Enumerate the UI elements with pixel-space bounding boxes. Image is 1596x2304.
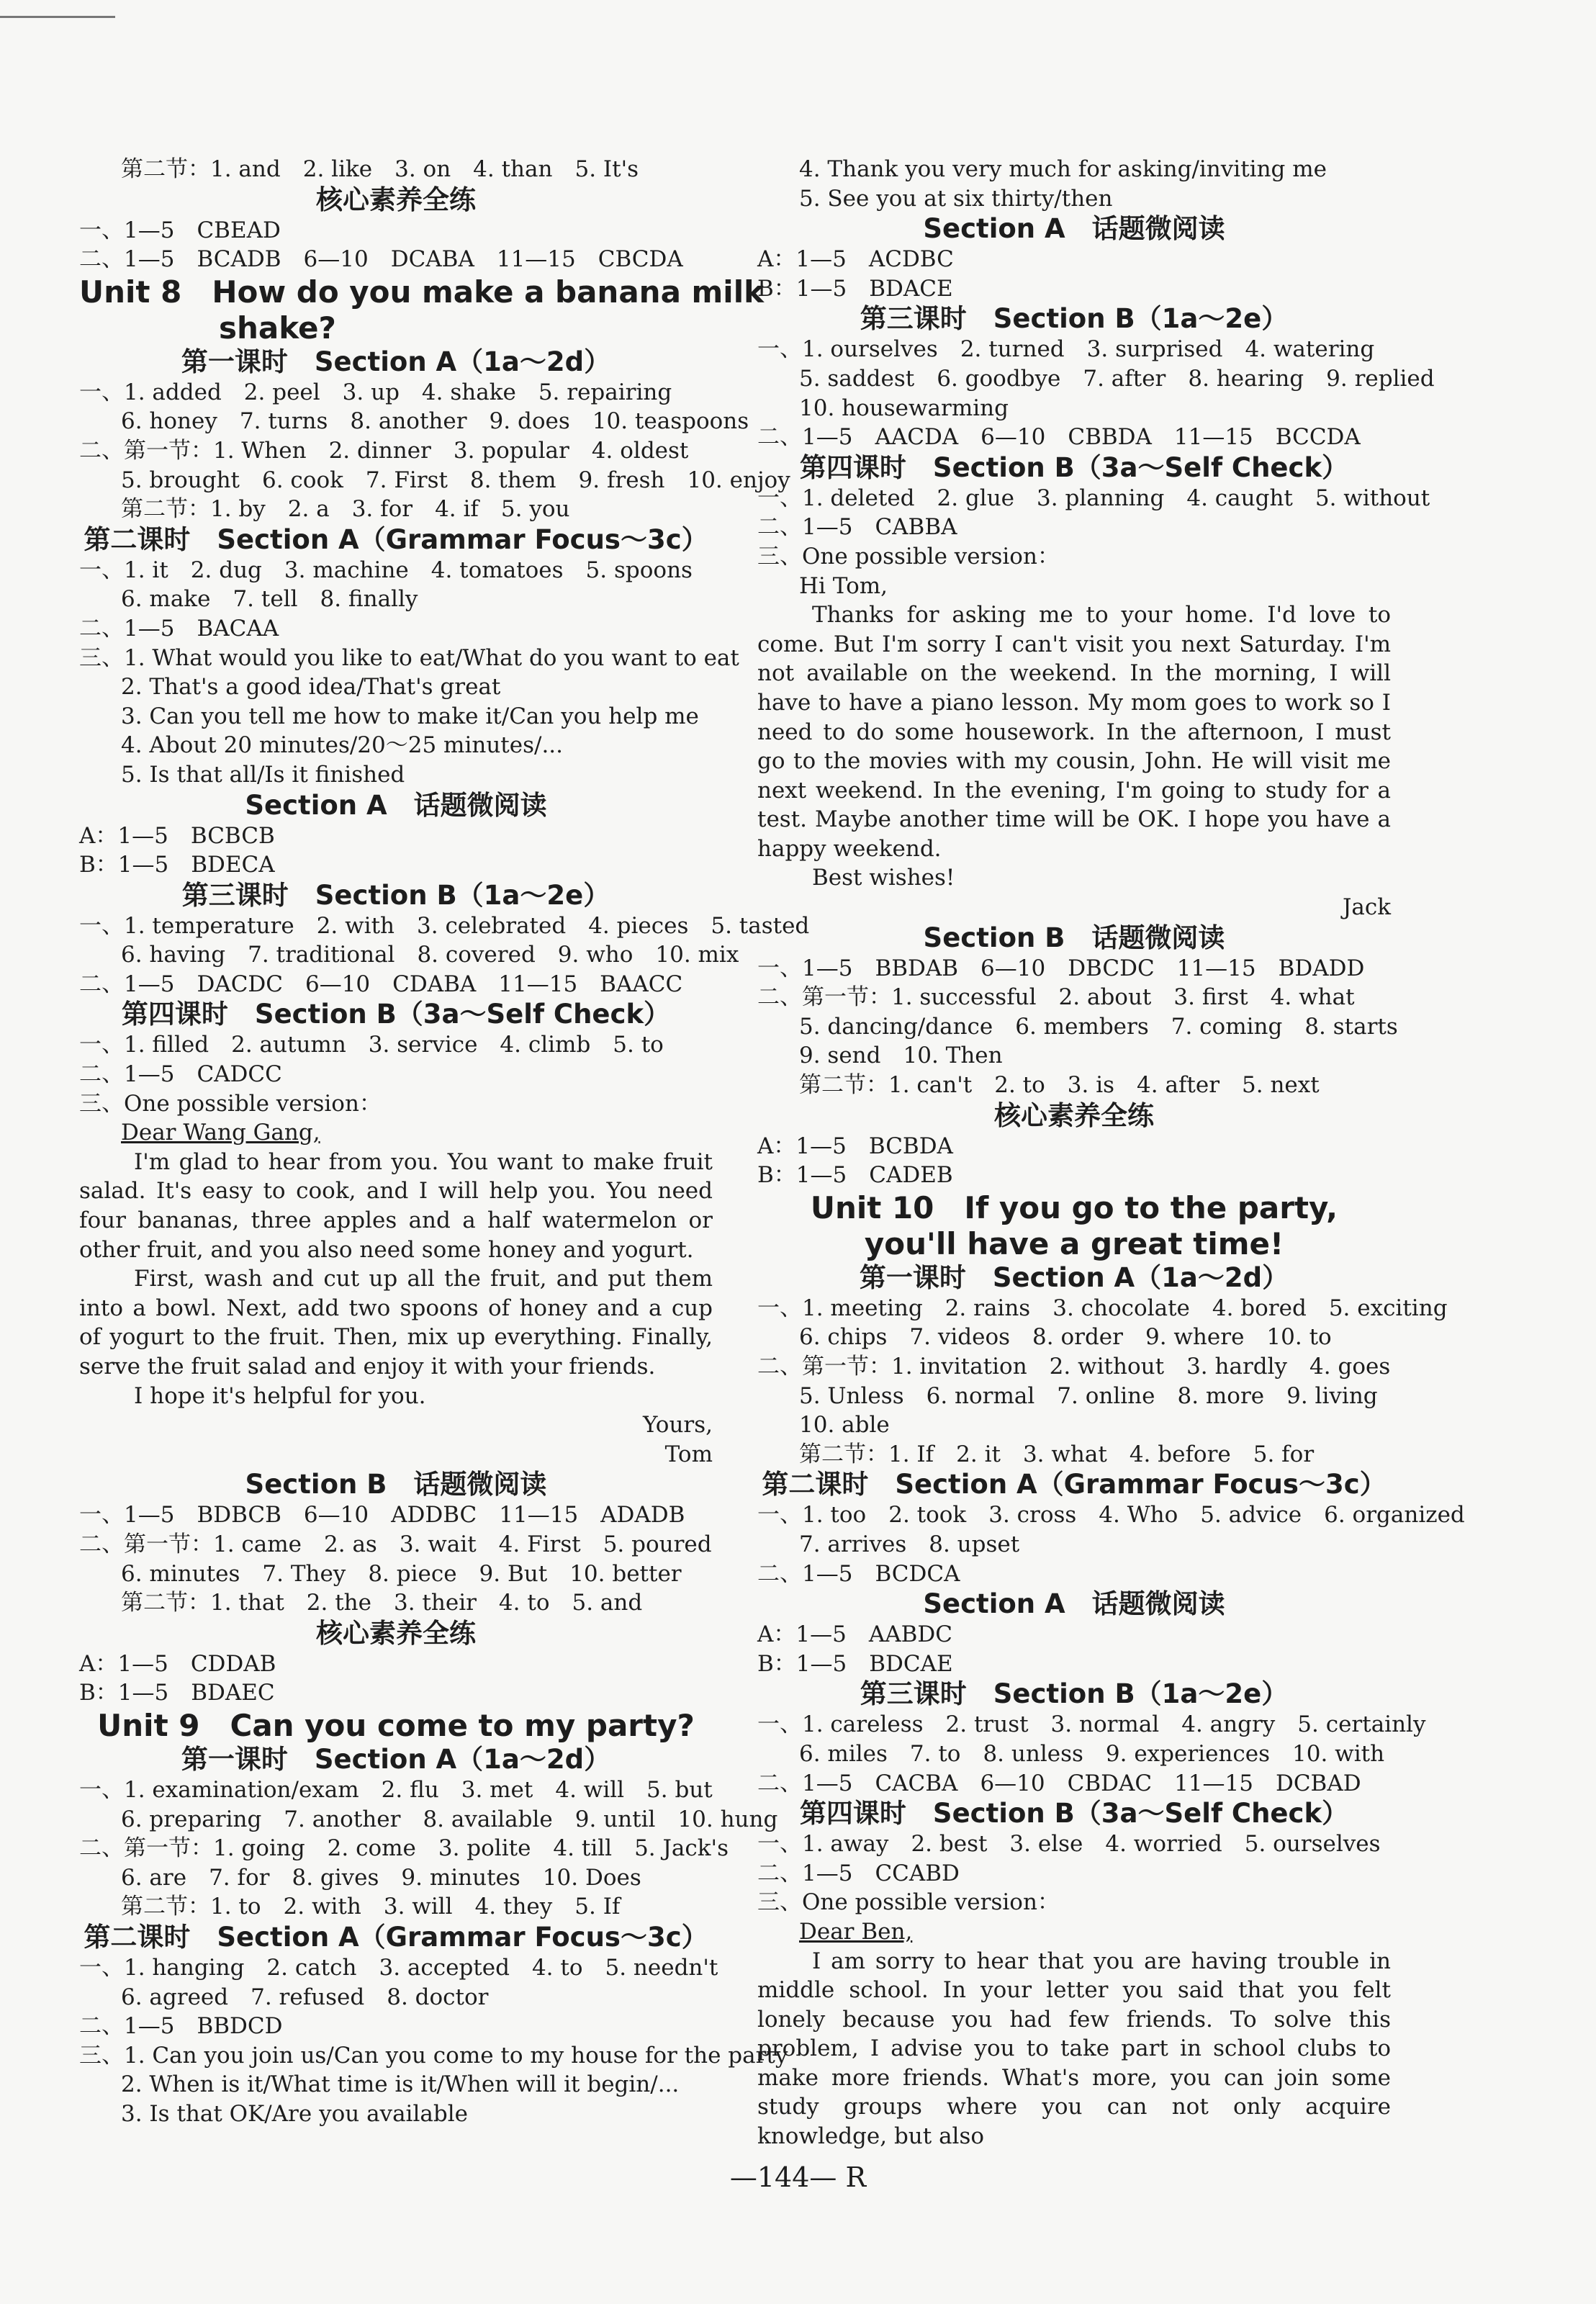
section-heading: 第二课时 Section A（Grammar Focus～3c） — [762, 1469, 1387, 1500]
answer-line: 6. honey 7. turns 8. another 9. does 10. teaspoons — [121, 408, 749, 435]
answer-line: 一、1—5 BBDAB 6—10 DBCDC 11—15 BDADD — [757, 955, 1365, 981]
answer-line: B：1—5 BDACE — [757, 275, 953, 302]
answer-line: 3. Can you tell me how to make it/Can you help me — [121, 703, 699, 729]
answer-line: Dear Wang Gang, — [121, 1120, 320, 1146]
left-column — [79, 155, 810, 2128]
answer-line: 三、1. Can you join us/Can you come to my house for the party — [79, 2042, 788, 2069]
answer-line: 一、1. hanging 2. catch 3. accepted 4. to 5. needn't — [79, 1954, 718, 1981]
letter-signature: Yours, — [643, 1412, 713, 1439]
answer-line: 6. miles 7. to 8. unless 9. experiences 10. with — [799, 1740, 1385, 1767]
right-column — [757, 155, 1465, 2151]
answer-line: A：1—5 BCBDA — [757, 1133, 953, 1159]
answer-line: 5. Is that all/Is it finished — [121, 761, 405, 788]
answer-line: 二、第一节：1. going 2. come 3. polite 4. till 5. Jack's — [79, 1835, 729, 1862]
answer-line: 一、1—5 CBEAD — [79, 217, 281, 243]
answer-line: Dear Ben, — [799, 1918, 913, 1945]
answer-line: 一、1. filled 2. autumn 3. service 4. climb 5. to — [79, 1032, 664, 1058]
essay-paragraph: First, wash and cut up all the fruit, and put them into a bowl. Next, add two spoons of honey and a cup of yogurt to the fruit. Then, mix up everything. Finally, serve the fruit salad and enjoy it with your friends. — [79, 1266, 713, 1380]
answer-line: A：1—5 CDDAB — [79, 1650, 276, 1677]
answer-line: 二、1—5 CADCC — [79, 1061, 282, 1088]
section-heading: 核心素养全练 — [994, 1099, 1154, 1131]
section-heading: 第四课时 Section B（3a～Self Check） — [799, 1798, 1349, 1830]
section-heading: Section B 话题微阅读 — [923, 922, 1225, 953]
answer-line: 二、1—5 BACAA — [79, 615, 279, 642]
essay-paragraph: Thanks for asking me to your home. I'd love to come. But I'm sorry I can't visit you next Saturday. I'm not available on the weekend. In the morning, I will have to have a piano lesson. My mom goes to work so I need to do some housework. In the afternoon, I must go to the movies with my cousin, John. He will visit me next weekend. In the evening, I'm going to study for a test. Maybe another time will be OK. I hope you have a happy weekend. — [757, 602, 1391, 862]
answer-line: B：1—5 BDAEC — [79, 1680, 275, 1706]
answer-line: 一、1. temperature 2. with 3. celebrated 4. pieces 5. tasted — [79, 912, 810, 939]
answer-line: 二、1—5 BCADB 6—10 DCABA 11—15 CBCDA — [79, 246, 683, 273]
answer-line: A：1—5 AABDC — [757, 1621, 952, 1648]
answer-line: 6. agreed 7. refused 8. doctor — [121, 1984, 489, 2010]
answer-line: 10. housewarming — [799, 395, 1009, 421]
section-heading: Section A 话题微阅读 — [923, 213, 1225, 245]
letter-signature: Jack — [1342, 894, 1391, 921]
section-heading: 第三课时 Section B（1a～2e） — [860, 1678, 1289, 1710]
section-heading: Section A 话题微阅读 — [923, 1588, 1225, 1620]
unit-title: shake? — [219, 310, 336, 346]
answer-line: 二、第一节：1. invitation 2. without 3. hardly 4. goes — [757, 1354, 1391, 1380]
essay-paragraph: I hope it's helpful for you. — [134, 1382, 426, 1409]
letter-signature: Tom — [664, 1441, 713, 1467]
unit-title: Unit 8 How do you make a banana milk — [79, 274, 765, 310]
section-heading: 核心素养全练 — [316, 1617, 476, 1649]
section-heading: 第一课时 Section A（1a～2d） — [859, 1261, 1289, 1293]
answer-line: 一、1. deleted 2. glue 3. planning 4. caught 5. without — [757, 485, 1430, 511]
section-heading: 第二课时 Section A（Grammar Focus～3c） — [84, 523, 708, 555]
answer-line: Hi Tom, — [799, 572, 888, 599]
section-heading: 第一课时 Section A（1a～2d） — [181, 1743, 611, 1775]
answer-line: 一、1. careless 2. trust 3. normal 4. angry 5. certainly — [757, 1711, 1426, 1738]
answer-line: 二、第一节：1. came 2. as 3. wait 4. First 5. poured — [79, 1531, 712, 1557]
answer-line: 第二节：1. that 2. the 3. their 4. to 5. and — [121, 1590, 643, 1616]
answer-line: 2. That's a good idea/That's great — [121, 674, 501, 701]
answer-line: 一、1. added 2. peel 3. up 4. shake 5. repairing — [79, 379, 672, 405]
essay-paragraph: I'm glad to hear from you. You want to make fruit salad. It's easy to cook, and I will help you. You need four bananas, three apples and a half watermelon or other fruit, and you also need some honey and yogurt. — [79, 1148, 713, 1263]
answer-line: 二、1—5 AACDA 6—10 CBBDA 11—15 BCCDA — [757, 424, 1361, 451]
answer-line: 一、1. it 2. dug 3. machine 4. tomatoes 5. spoons — [79, 557, 693, 583]
answer-line: 10. able — [799, 1412, 890, 1439]
section-heading: 第二课时 Section A（Grammar Focus～3c） — [84, 1921, 708, 1953]
answer-line: 4. Thank you very much for asking/inviting me — [799, 156, 1327, 182]
answer-line: 第二节：1. to 2. with 3. will 4. they 5. If — [121, 1894, 621, 1920]
answer-line: 第二节：1. can't 2. to 3. is 4. after 5. next — [799, 1072, 1320, 1099]
answer-line: 二、第一节：1. successful 2. about 3. first 4. what — [757, 984, 1355, 1011]
answer-line: 5. Unless 6. normal 7. online 8. more 9. living — [799, 1382, 1378, 1409]
answer-line: 5. saddest 6. goodbye 7. after 8. hearing 9. replied — [799, 365, 1435, 392]
section-heading: 核心素养全练 — [316, 184, 476, 215]
essay-paragraph: Best wishes! — [812, 865, 955, 891]
answer-line: 二、1—5 CACBA 6—10 CBDAC 11—15 DCBAD — [757, 1770, 1361, 1796]
answer-line: 一、1. examination/exam 2. flu 3. met 4. will 5. but — [79, 1776, 713, 1803]
answer-line: 二、1—5 DACDC 6—10 CDABA 11—15 BAACC — [79, 971, 683, 997]
section-heading: Section B 话题微阅读 — [245, 1469, 547, 1500]
unit-title: Unit 9 Can you come to my party? — [97, 1707, 695, 1743]
answer-line: 一、1. too 2. took 3. cross 4. Who 5. advice 6. organized — [757, 1502, 1465, 1529]
answer-line: A：1—5 ACDBC — [757, 246, 954, 273]
unit-title: you'll have a great time! — [864, 1225, 1284, 1261]
section-heading: 第三课时 Section B（1a～2e） — [860, 303, 1289, 335]
answer-line: 三、One possible version： — [757, 1889, 1060, 1916]
answer-line: 2. When is it/What time is it/When will it begin/... — [121, 2071, 680, 2098]
answer-line: 一、1. ourselves 2. turned 3. surprised 4. watering — [757, 336, 1375, 363]
answer-line: 第二节：1. and 2. like 3. on 4. than 5. It's — [121, 156, 639, 182]
answer-line: 第二节：1. If 2. it 3. what 4. before 5. for — [799, 1441, 1315, 1467]
section-heading: 第四课时 Section B（3a～Self Check） — [121, 999, 671, 1030]
section-heading: 第一课时 Section A（1a～2d） — [181, 346, 611, 377]
answer-line: 6. having 7. traditional 8. covered 9. who 10. mix — [121, 942, 739, 968]
unit-title: Unit 10 If you go to the party, — [810, 1189, 1338, 1225]
answer-line: 5. dancing/dance 6. members 7. coming 8. starts — [799, 1013, 1398, 1040]
answer-line: 6. make 7. tell 8. finally — [121, 586, 418, 613]
section-heading: 第四课时 Section B（3a～Self Check） — [799, 451, 1349, 483]
top-rule — [0, 16, 115, 18]
answer-line: 9. send 10. Then — [799, 1043, 1003, 1069]
answer-line: B：1—5 BDCAE — [757, 1650, 953, 1677]
answer-line: 二、1—5 CABBA — [757, 514, 957, 541]
answer-line: 三、1. What would you like to eat/What do you want to eat — [79, 644, 739, 671]
answer-line: B：1—5 BDECA — [79, 852, 275, 878]
answer-line: 一、1. meeting 2. rains 3. chocolate 4. bored 5. exciting — [757, 1295, 1448, 1321]
answer-line: 一、1—5 BDBCB 6—10 ADDBC 11—15 ADADB — [79, 1502, 685, 1529]
answer-line: 二、第一节：1. When 2. dinner 3. popular 4. oldest — [79, 437, 689, 464]
answer-line: 第二节：1. by 2. a 3. for 4. if 5. you — [121, 496, 570, 523]
answer-line: 二、1—5 BBDCD — [79, 2013, 283, 2040]
answer-line: A：1—5 BCBCB — [79, 822, 275, 849]
answer-line: 二、1—5 BCDCA — [757, 1560, 960, 1587]
answer-line: 4. About 20 minutes/20～25 minutes/... — [121, 732, 564, 759]
answer-line: 6. minutes 7. They 8. piece 9. But 10. better — [121, 1560, 682, 1587]
answer-line: 5. See you at six thirty/then — [799, 185, 1113, 212]
answer-line: 6. chips 7. videos 8. order 9. where 10. to — [799, 1324, 1332, 1351]
answer-line: 三、One possible version： — [79, 1090, 382, 1117]
section-heading: Section A 话题微阅读 — [245, 789, 547, 821]
answer-line: 5. brought 6. cook 7. First 8. them 9. fresh 10. enjoy — [121, 467, 790, 493]
section-heading: 第三课时 Section B（1a～2e） — [181, 879, 610, 911]
answer-line: 3. Is that OK/Are you available — [121, 2100, 468, 2127]
answer-line: 二、1—5 CCABD — [757, 1860, 960, 1886]
essay-paragraph: I am sorry to hear that you are having trouble in middle school. In your letter you said that you felt lonely because you had few friends. To solve this problem, I advise you to take part in school clubs to make more friends. What's more, you can join some study groups where you can not only acquire knowledge, but also — [757, 1948, 1391, 2150]
answer-line: 7. arrives 8. upset — [799, 1531, 1020, 1557]
answer-line: 6. preparing 7. another 8. available 9. until 10. hung — [121, 1806, 778, 1832]
page-number: —144— R — [729, 2161, 867, 2193]
answer-line: 6. are 7. for 8. gives 9. minutes 10. Does — [121, 1864, 641, 1891]
answer-line: 三、One possible version： — [757, 543, 1060, 570]
answer-line: B：1—5 CADEB — [757, 1162, 953, 1189]
answer-line: 一、1. away 2. best 3. else 4. worried 5. ourselves — [757, 1831, 1381, 1858]
